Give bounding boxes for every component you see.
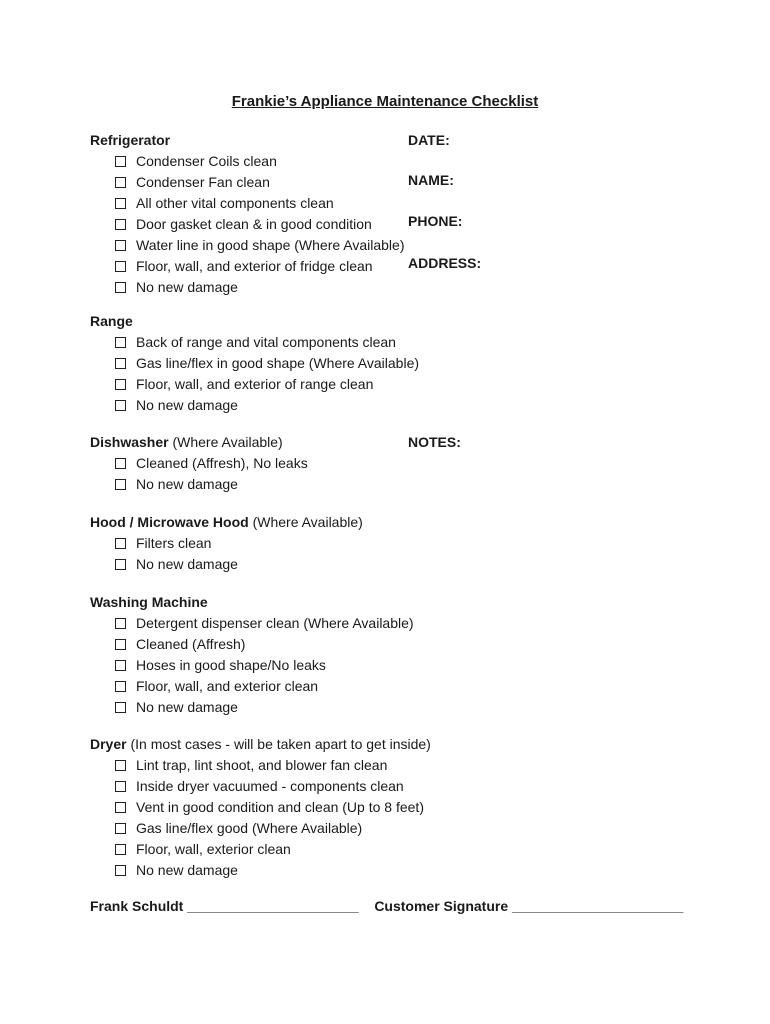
technician-signature-line[interactable]: Frank Schuldt ______________________ — [90, 898, 359, 914]
checklist-item: Floor, wall, and exterior clean — [115, 676, 414, 697]
checkbox[interactable] — [115, 538, 126, 549]
checklist-item: No new damage — [115, 277, 404, 298]
checklist-item: Floor, wall, exterior clean — [115, 839, 431, 860]
section-dryer — [90, 734, 431, 881]
checkbox[interactable] — [115, 379, 126, 390]
checkbox[interactable] — [115, 618, 126, 629]
section-heading: Washing Machine — [90, 594, 208, 610]
checkbox[interactable] — [115, 240, 126, 251]
checklist-item: Cleaned (Affresh), No leaks — [115, 453, 308, 474]
checklist-item: No new damage — [115, 697, 414, 718]
checklist-item: No new damage — [115, 860, 431, 881]
section-heading: Refrigerator — [90, 132, 171, 148]
checkbox[interactable] — [115, 198, 126, 209]
checkbox[interactable] — [115, 781, 126, 792]
phone-field-label: PHONE: — [408, 213, 463, 229]
checkbox[interactable] — [115, 156, 126, 167]
checkbox[interactable] — [115, 400, 126, 411]
checkbox[interactable] — [115, 823, 126, 834]
checkbox[interactable] — [115, 177, 126, 188]
checkbox[interactable] — [115, 282, 126, 293]
checkbox[interactable] — [115, 261, 126, 272]
checklist-item: Water line in good shape (Where Available) — [115, 235, 404, 256]
section-heading: Range — [90, 313, 133, 329]
signature-row — [90, 898, 683, 914]
section-hood — [90, 512, 363, 575]
checklist-item: Gas line/flex good (Where Available) — [115, 818, 431, 839]
section-range — [90, 311, 419, 416]
checkbox[interactable] — [115, 458, 126, 469]
section-refrigerator — [90, 130, 404, 298]
checklist-item: Gas line/flex in good shape (Where Available) — [115, 353, 419, 374]
checklist-item: Floor, wall, and exterior of range clean — [115, 374, 419, 395]
checklist-item: Detergent dispenser clean (Where Available) — [115, 613, 414, 634]
checklist-item: All other vital components clean — [115, 193, 404, 214]
checkbox[interactable] — [115, 559, 126, 570]
checkbox[interactable] — [115, 681, 126, 692]
checklist-item: Hoses in good shape/No leaks — [115, 655, 414, 676]
document-title: Frankie’s Appliance Maintenance Checklist — [231, 93, 539, 110]
checklist-item: Door gasket clean & in good condition — [115, 214, 404, 235]
checkbox[interactable] — [115, 865, 126, 876]
checkbox[interactable] — [115, 219, 126, 230]
name-field-label: NAME: — [408, 172, 454, 188]
checklist-item: Floor, wall, and exterior of fridge clean — [115, 256, 404, 277]
checklist-item: No new damage — [115, 395, 419, 416]
checklist-item: No new damage — [115, 554, 363, 575]
section-heading: Dryer (In most cases - will be taken apart to get inside) — [90, 736, 431, 752]
checkbox[interactable] — [115, 702, 126, 713]
section-heading: Hood / Microwave Hood (Where Available) — [90, 514, 363, 530]
checkbox[interactable] — [115, 337, 126, 348]
checkbox[interactable] — [115, 844, 126, 855]
checklist-item: Lint trap, lint shoot, and blower fan clean — [115, 755, 431, 776]
address-field-label: ADDRESS: — [408, 255, 482, 271]
checklist-item: Condenser Coils clean — [115, 151, 404, 172]
section-heading: Dishwasher (Where Available) — [90, 434, 283, 450]
date-field-label: DATE: — [408, 132, 450, 148]
customer-signature-line[interactable]: Customer Signature ______________________ — [374, 898, 684, 914]
checklist-item: Cleaned (Affresh) — [115, 634, 414, 655]
section-washing-machine — [90, 592, 414, 718]
checklist-item: Filters clean — [115, 533, 363, 554]
checklist-item: Inside dryer vacuumed - components clean — [115, 776, 431, 797]
checkbox[interactable] — [115, 802, 126, 813]
checkbox[interactable] — [115, 660, 126, 671]
checklist-item: Condenser Fan clean — [115, 172, 404, 193]
checkbox[interactable] — [115, 639, 126, 650]
checklist-item: No new damage — [115, 474, 308, 495]
checklist-item: Back of range and vital components clean — [115, 332, 419, 353]
checkbox[interactable] — [115, 760, 126, 771]
checkbox[interactable] — [115, 358, 126, 369]
checkbox[interactable] — [115, 479, 126, 490]
notes-field-label: NOTES: — [408, 434, 461, 450]
section-dishwasher — [90, 432, 308, 495]
checklist-item: Vent in good condition and clean (Up to 8 feet) — [115, 797, 431, 818]
